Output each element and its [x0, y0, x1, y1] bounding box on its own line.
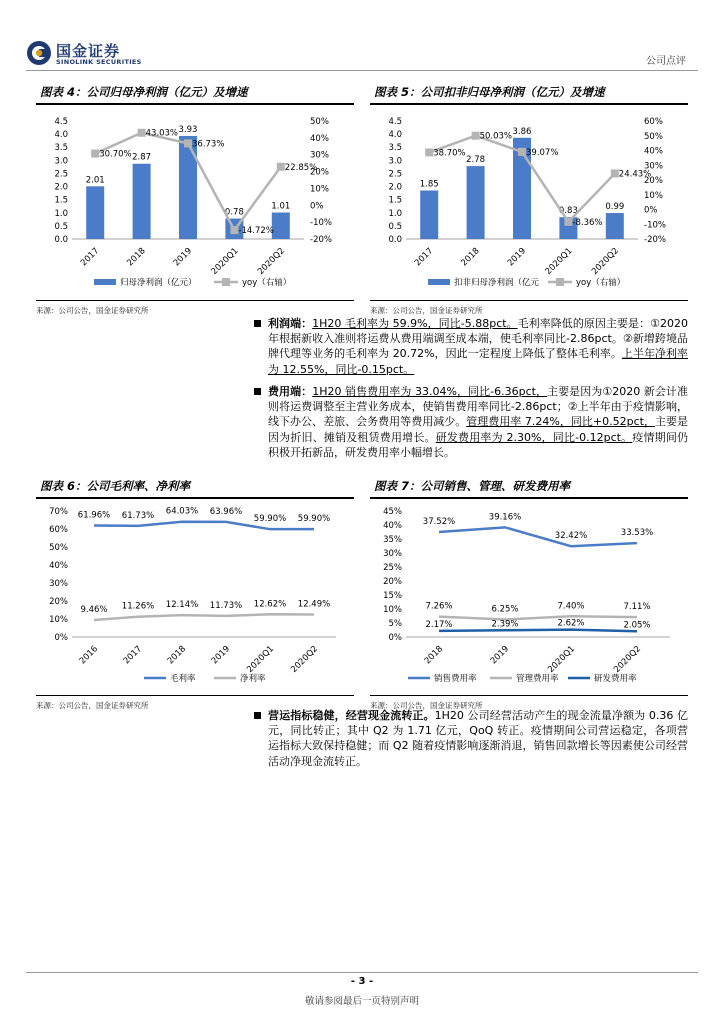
y-right-tick-label: 30% [644, 161, 663, 172]
x-tick-label: 2018 [125, 246, 148, 269]
series-data-label: 59.90% [253, 514, 287, 525]
chart-6-bottom-rule [36, 695, 354, 696]
y-tick-label: 35% [383, 535, 402, 545]
header-divider [26, 70, 698, 71]
series-data-label: 59.90% [297, 514, 331, 525]
y-right-tick-label: 0% [310, 201, 324, 212]
cashflow-paragraph [268, 708, 688, 769]
bar-data-label: 2.78 [466, 155, 486, 166]
chart-7-bottom-rule [370, 695, 688, 696]
y-right-tick-label: 0% [644, 205, 658, 216]
chart-4-svg [36, 109, 354, 294]
series-data-label: 12.62% [253, 599, 287, 610]
legend-bar-swatch [94, 279, 116, 285]
x-tick-label: 2020Q2 [255, 246, 287, 277]
chart-6-source: 来源：公司公告，国金证券研究所 [36, 701, 149, 710]
x-tick-label: 2018 [459, 246, 482, 269]
x-tick-label: 2017 [121, 644, 145, 667]
chart-5-title-rule [370, 103, 688, 105]
series-data-label: 61.96% [77, 510, 111, 521]
y-left-tick-label: 1.0 [54, 208, 68, 219]
y-tick-label: 25% [383, 563, 402, 573]
series-data-label: 33.53% [620, 528, 654, 539]
chart-4-title: 图表 4：公司归母净利润（亿元）及增速 [40, 85, 248, 99]
yoy-data-label: 39.07% [526, 147, 559, 158]
legend-line-label: yoy（右轴） [242, 278, 292, 288]
bar-data-label: 3.86 [512, 126, 532, 137]
x-tick-label: 2019 [209, 644, 233, 667]
y-tick-label: 40% [49, 561, 68, 571]
yoy-point [425, 148, 433, 156]
expense-seg3: 管理费用率 7.24%，同比+0.52pct， [466, 415, 655, 429]
y-left-tick-label: 2.5 [54, 169, 68, 180]
y-left-tick-label: 0.5 [388, 221, 402, 232]
y-left-tick-label: 0.5 [54, 221, 68, 232]
y-right-tick-label: -10% [644, 220, 666, 231]
y-left-tick-label: 1.0 [388, 208, 402, 219]
y-left-tick-label: 3.0 [54, 156, 68, 167]
legend-bar-swatch [428, 279, 450, 285]
yoy-point [91, 150, 99, 158]
chart-6-svg [36, 503, 354, 689]
yoy-data-label: 50.03% [479, 131, 513, 142]
chart-4-title-rule [36, 103, 354, 105]
series-data-label: 6.25% [491, 604, 519, 615]
chart-4-source: 来源：公司公告，国金证券研究所 [36, 306, 149, 315]
series-line [439, 630, 637, 632]
legend-line-label: yoy（右轴） [576, 278, 626, 288]
chart-6-block [36, 478, 354, 711]
series-data-label: 12.49% [297, 599, 331, 610]
y-right-tick-label: 40% [310, 133, 329, 144]
series-line [439, 616, 637, 619]
bullet-mark [254, 712, 261, 719]
chart-5-title: 图表 5：公司扣非归母净利润（亿元）及增速 [374, 85, 605, 99]
x-tick-label: 2017 [412, 246, 436, 269]
x-tick-label: 2020Q2 [589, 246, 621, 277]
y-right-tick-label: 60% [644, 117, 663, 127]
series-data-label: 37.52% [422, 516, 456, 527]
series-line [439, 527, 637, 546]
series-data-label: 39.16% [488, 512, 522, 523]
y-right-tick-label: -10% [310, 218, 332, 229]
yoy-data-label: 24.43% [618, 169, 652, 180]
yoy-data-label: 36.73% [192, 139, 225, 150]
x-tick-label: 2017 [78, 246, 102, 269]
chart-4-bottom-rule [36, 300, 354, 301]
y-right-tick-label: 50% [310, 117, 329, 127]
y-left-tick-label: 4.0 [54, 130, 68, 141]
chart-7-title-rule [370, 497, 688, 499]
yoy-data-label: 30.70% [99, 149, 132, 160]
bar-data-label: 3.93 [178, 124, 198, 135]
y-right-tick-label: 50% [644, 131, 663, 142]
page-number: - 3 - [350, 976, 374, 987]
expense-paragraph [268, 384, 688, 460]
y-left-tick-label: 2.0 [388, 182, 402, 193]
y-tick-label: 15% [383, 591, 402, 601]
legend-bar-label: 扣非归母净利润（亿元 [454, 278, 540, 288]
y-left-tick-label: 2.5 [388, 169, 402, 180]
y-right-tick-label: 30% [310, 150, 329, 161]
y-left-tick-label: 4.5 [54, 117, 68, 127]
series-data-label: 2.17% [425, 619, 453, 630]
profit-seg3: 上半年净利率为 12.55%，同比-0.15pct。 [268, 347, 689, 376]
y-left-tick-label: 4.0 [388, 130, 402, 141]
yoy-data-label: 43.03% [145, 128, 179, 139]
chart-5-block [370, 84, 688, 316]
series-data-label: 2.05% [623, 620, 651, 631]
x-tick-label: 2020Q1 [245, 644, 277, 675]
y-left-tick-label: 3.5 [54, 143, 68, 154]
y-tick-label: 45% [383, 507, 402, 517]
legend-label: 管理费用率 [516, 674, 559, 684]
series-data-label: 2.62% [557, 618, 585, 629]
bar-data-label: 1.85 [419, 179, 439, 190]
bar-data-label: 2.01 [85, 175, 105, 186]
yoy-point [472, 132, 480, 140]
section-label: 公司点评 [646, 56, 686, 67]
x-tick-label: 2018 [422, 644, 446, 667]
x-tick-label: 2016 [77, 644, 101, 667]
bar [179, 136, 197, 239]
series-data-label: 7.26% [425, 601, 453, 612]
bar [606, 213, 624, 239]
yoy-data-label: 38.70% [433, 148, 466, 159]
x-tick-label: 2020Q1 [209, 246, 241, 277]
bar [133, 164, 151, 239]
legend-label: 研发费用率 [594, 674, 637, 684]
yoy-point [184, 139, 192, 147]
y-tick-label: 10% [383, 605, 402, 615]
profit-lead: 利润端： [268, 317, 313, 330]
series-data-label: 7.11% [623, 602, 651, 613]
bar-data-label: 0.83 [558, 206, 578, 217]
y-left-tick-label: 4.5 [388, 117, 402, 127]
y-tick-label: 0% [54, 633, 68, 643]
bar [467, 166, 485, 239]
y-right-tick-label: -20% [644, 235, 666, 245]
x-tick-label: 2018 [165, 644, 189, 667]
y-right-tick-label: 20% [644, 176, 663, 186]
y-left-tick-label: 3.0 [388, 156, 402, 167]
y-right-tick-label: 40% [644, 146, 663, 157]
x-tick-label: 2019 [171, 246, 195, 269]
y-right-tick-label: -20% [310, 235, 332, 245]
y-right-tick-label: 10% [310, 184, 329, 195]
expense-seg4: 主要是因为折旧、摊销及租赁费用增长。 [268, 415, 688, 444]
yoy-point [564, 218, 572, 226]
legend-label: 毛利率 [170, 674, 196, 684]
logo-text-cn: 国金证券 [56, 42, 121, 60]
legend-label: 净利率 [240, 674, 266, 684]
expense-seg5: 研发费用率为 2.30%，同比-0.12pct。 [435, 430, 633, 444]
profit-seg1: 1H20 毛利率为 59.9%，同比-5.88pct。 [312, 317, 518, 330]
profit-seg2: 毛利率降低的原因主要是：①2020 年根据新收入准则将运费从费用端调至成本端，使毛利率同比-2.86pct。②新增跨境品牌代理等业务的毛利率为 20.72%，因此一定程度上降低了整体毛利率。 [268, 317, 688, 361]
x-tick-label: 2020Q2 [289, 644, 321, 675]
y-tick-label: 60% [49, 525, 68, 535]
chart-7-block [370, 478, 688, 711]
chart-7-source: 来源：公司公告，国金证券研究所 [370, 701, 483, 710]
legend-label: 销售费用率 [434, 674, 477, 684]
expense-seg1: 1H20 销售费用率为 33.04%，同比-6.36pct， [312, 385, 548, 398]
footer-divider [26, 972, 698, 973]
y-right-tick-label: 20% [310, 167, 329, 178]
x-tick-label: 2020Q1 [546, 644, 578, 675]
chart-5-source: 来源：公司公告，国金证券研究所 [370, 306, 483, 315]
footer-disclaimer: 敬请参阅最后一页特别声明 [304, 996, 419, 1007]
y-left-tick-label: 1.5 [388, 195, 402, 206]
yoy-data-label: -14.72% [238, 226, 274, 237]
yoy-data-label: 22.85% [284, 162, 318, 173]
series-data-label: 11.73% [209, 600, 243, 611]
series-data-label: 64.03% [165, 506, 199, 517]
series-data-label: 7.40% [557, 601, 585, 612]
y-left-tick-label: 2.0 [54, 182, 68, 193]
y-right-tick-label: 10% [644, 190, 663, 201]
series-line [94, 614, 314, 620]
y-tick-label: 5% [388, 619, 402, 629]
chart-5-svg [370, 109, 688, 294]
expense-lead: 费用端： [268, 385, 313, 398]
chart-4-block [36, 84, 354, 316]
bar [420, 190, 438, 239]
yoy-point [138, 129, 146, 137]
y-left-tick-label: 0.0 [54, 235, 68, 245]
yoy-point [277, 163, 285, 171]
yoy-point [230, 226, 238, 234]
y-tick-label: 20% [49, 597, 68, 607]
y-left-tick-label: 1.5 [54, 195, 68, 206]
chart-6-title: 图表 6：公司毛利率、净利率 [40, 479, 191, 493]
bar-data-label: 0.78 [224, 207, 244, 218]
x-tick-label: 2019 [505, 246, 529, 269]
x-tick-label: 2019 [488, 644, 512, 667]
chart-6-title-rule [36, 497, 354, 499]
series-data-label: 2.39% [491, 619, 519, 630]
chart-7-svg [370, 503, 688, 689]
y-left-tick-label: 3.5 [388, 143, 402, 154]
cashflow-seg1: 1H20 公司经营活动产生的现金流量净额为 0.36 亿元，同比转正；其中 Q2 为 1.71 亿元，QoQ 转正。疫情期间公司营运稳定，各项营运指标大致保持稳健；而 Q2 随着疫情影响逐渐消退，销售回款增长等因素使公司经营活动净现金流转正。 [268, 709, 688, 768]
bar-data-label: 0.99 [605, 202, 625, 213]
y-tick-label: 0% [388, 633, 402, 643]
bar-data-label: 2.87 [132, 152, 152, 163]
expense-seg2: 主要是因为①2020 新会计准则将运费调整至主营业务成本，使销售费用率同比-2.86pct；②上半年由于疫情影响，线下办公、差旅、会务费用等费用减少。 [268, 385, 688, 429]
y-tick-label: 50% [49, 543, 68, 553]
x-tick-label: 2020Q1 [543, 246, 575, 277]
logo-icon [26, 40, 52, 66]
y-tick-label: 20% [383, 577, 402, 587]
bullet-mark [254, 320, 261, 327]
cashflow-lead: 营运指标稳健，经营现金流转正。 [268, 709, 435, 722]
y-tick-label: 10% [49, 615, 68, 625]
chart-7-title: 图表 7：公司销售、管理、研发费用率 [374, 479, 571, 493]
profit-paragraph [268, 316, 688, 377]
yoy-point [518, 148, 526, 156]
bullet-mark [254, 388, 261, 395]
series-data-label: 63.96% [209, 506, 243, 517]
expense-seg6: 疫情期间仍积极开拓新品，研发费用率小幅增长。 [268, 430, 689, 459]
y-tick-label: 70% [49, 507, 68, 517]
series-data-label: 9.46% [80, 604, 108, 615]
y-left-tick-label: 0.0 [388, 235, 402, 245]
yoy-data-label: -8.36% [572, 217, 603, 228]
x-tick-label: 2020Q2 [612, 644, 644, 675]
legend-line-marker [556, 278, 564, 286]
bar [86, 186, 104, 239]
series-data-label: 12.14% [165, 600, 199, 611]
logo-text-en: SINOLINK SECURITIES [56, 58, 142, 66]
y-tick-label: 30% [49, 579, 68, 589]
y-tick-label: 30% [383, 549, 402, 559]
series-data-label: 61.73% [121, 510, 155, 521]
series-data-label: 32.42% [554, 531, 588, 542]
yoy-point [611, 169, 619, 177]
bar [272, 213, 290, 239]
legend-line-marker [222, 278, 230, 286]
y-tick-label: 40% [383, 521, 402, 531]
series-data-label: 11.26% [121, 601, 155, 612]
bar-data-label: 1.01 [271, 201, 291, 212]
legend-bar-label: 归母净利润（亿元） [120, 278, 197, 288]
chart-5-bottom-rule [370, 300, 688, 301]
